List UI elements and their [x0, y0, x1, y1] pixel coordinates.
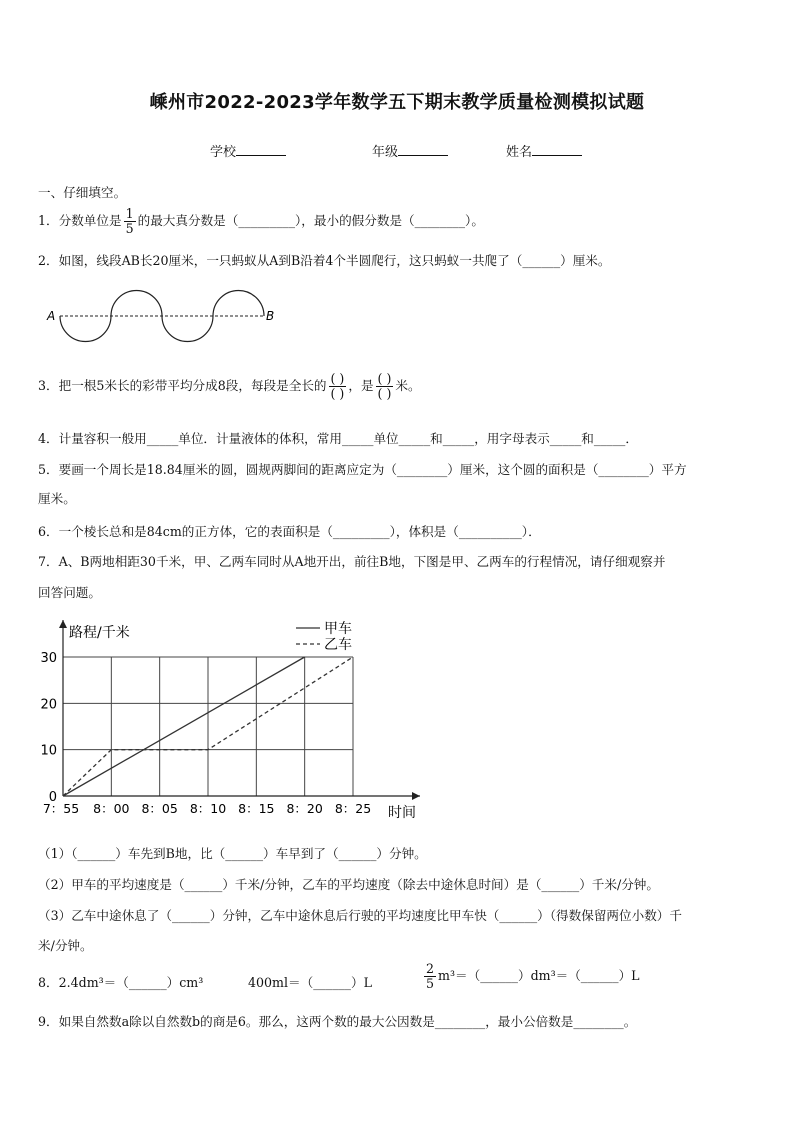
y-tick-label: 30: [40, 651, 57, 666]
question-6: 6．一个棱长总和是84cm的正方体，它的表面积是（_________），体积是（__________）．: [38, 524, 541, 539]
question-5-line-1: 5．要画一个周长是18.84厘米的圆，圆规两脚间的距离应定为（________）厘米，这个圆的面积是（________）平方: [38, 462, 687, 477]
question-3: 3．把一根5米长的彩带平均分成8段，每段是全长的 $\frac{( )}{( )}$ ，是 $\frac{( )}{( )}$ 米。: [38, 371, 421, 401]
chart-grid: [63, 657, 353, 796]
x-tick-label: 8：00: [93, 801, 130, 816]
question-7-line-1: 7．A、B两地相距30千米，甲、乙两车同时从A地开出，前往B地，下图是甲、乙两车的行程情况，请仔细观察并: [38, 554, 666, 569]
question-7-part-2: （2）甲车的平均速度是（______）千米/分钟，乙车的平均速度（除去中途休息时间）是（______）千米/分钟。: [38, 877, 659, 892]
y-tick-label: 20: [40, 697, 57, 713]
question-2: 2．如图，线段AB长20厘米，一只蚂蚁从A到B沿着4个半圆爬行，这只蚂蚁一共爬了（______）厘米。: [38, 253, 611, 268]
y-axis-arrow: [59, 620, 67, 628]
fraction-blank: $\frac{( )}{( )}$: [377, 371, 392, 401]
x-axis-arrow: [412, 792, 420, 800]
x-tick-label: 8：10: [189, 801, 227, 816]
fraction-blank: $\frac{( )}{( )}$: [330, 371, 345, 401]
section-heading: 一、仔细填空。: [38, 185, 127, 200]
question-1: 1．分数单位是 $\frac{1}{5}$ 的最大真分数是（_________），最小的假分数是（________）。: [38, 206, 484, 236]
x-axis-label: 时间: [388, 805, 416, 821]
series-line-jia: [63, 657, 305, 796]
question-7-part-3-line-2: 米/分钟。: [38, 938, 93, 953]
y-tick-label: 0: [48, 790, 57, 805]
x-tick-label: 8：05: [141, 801, 178, 816]
question-5-line-2: 厘米。: [38, 491, 76, 506]
legend-label: 乙车: [324, 637, 352, 653]
point-a-label: A: [47, 309, 56, 323]
x-tick-label: 8：20: [286, 801, 323, 816]
question-7-part-1: （1）（______）车先到B地，比（______）车早到了（______）分钟。: [38, 846, 427, 861]
point-b-label: B: [266, 309, 275, 323]
chart-axes: [59, 620, 420, 800]
question-9: 9．如果自然数a除以自然数b的商是6。那么，这两个数的最大公因数是________，最小公倍数是________。: [38, 1014, 637, 1029]
name-field: 姓名: [506, 141, 582, 160]
chart-legend: [296, 621, 352, 653]
question-8-a: 8．2.4dm³＝（______）cm³: [38, 975, 204, 990]
question-8-c: $\frac{2}{5}$ m³＝（______）dm³＝（______）L: [426, 961, 640, 991]
x-tick-label: 7：55: [42, 801, 80, 816]
fraction: $\frac{2}{5}$: [426, 961, 435, 991]
x-tick-label: 8：15: [238, 801, 275, 816]
semicircle-figure: [40, 284, 290, 344]
fraction: $\frac{1}{5}$: [125, 206, 134, 236]
question-4: 4．计量容积一般用_____单位．计量液体的体积，常用_____单位_____和_____，用字母表示_____和_____．: [38, 431, 638, 446]
question-7-line-2: 回答问题。: [38, 585, 101, 600]
question-7-part-3-line-1: （3）乙车中途休息了（______）分钟，乙车中途休息后行驶的平均速度比甲车快（______）（得数保留两位小数）千: [38, 908, 682, 923]
y-tick-label: 10: [40, 743, 57, 759]
school-field: 学校: [210, 141, 286, 160]
y-axis-label: 路程/千米: [69, 625, 130, 641]
legend-label: 甲车: [324, 621, 352, 637]
x-tick-label: 8：25: [334, 801, 372, 816]
question-8-b: 400ml＝（______）L: [248, 975, 372, 990]
grade-field: 年级: [372, 141, 448, 160]
distance-time-chart: [28, 612, 428, 830]
page-title: 嵊州市2022-2023学年数学五下期末教学质量检测模拟试题: [149, 92, 645, 113]
